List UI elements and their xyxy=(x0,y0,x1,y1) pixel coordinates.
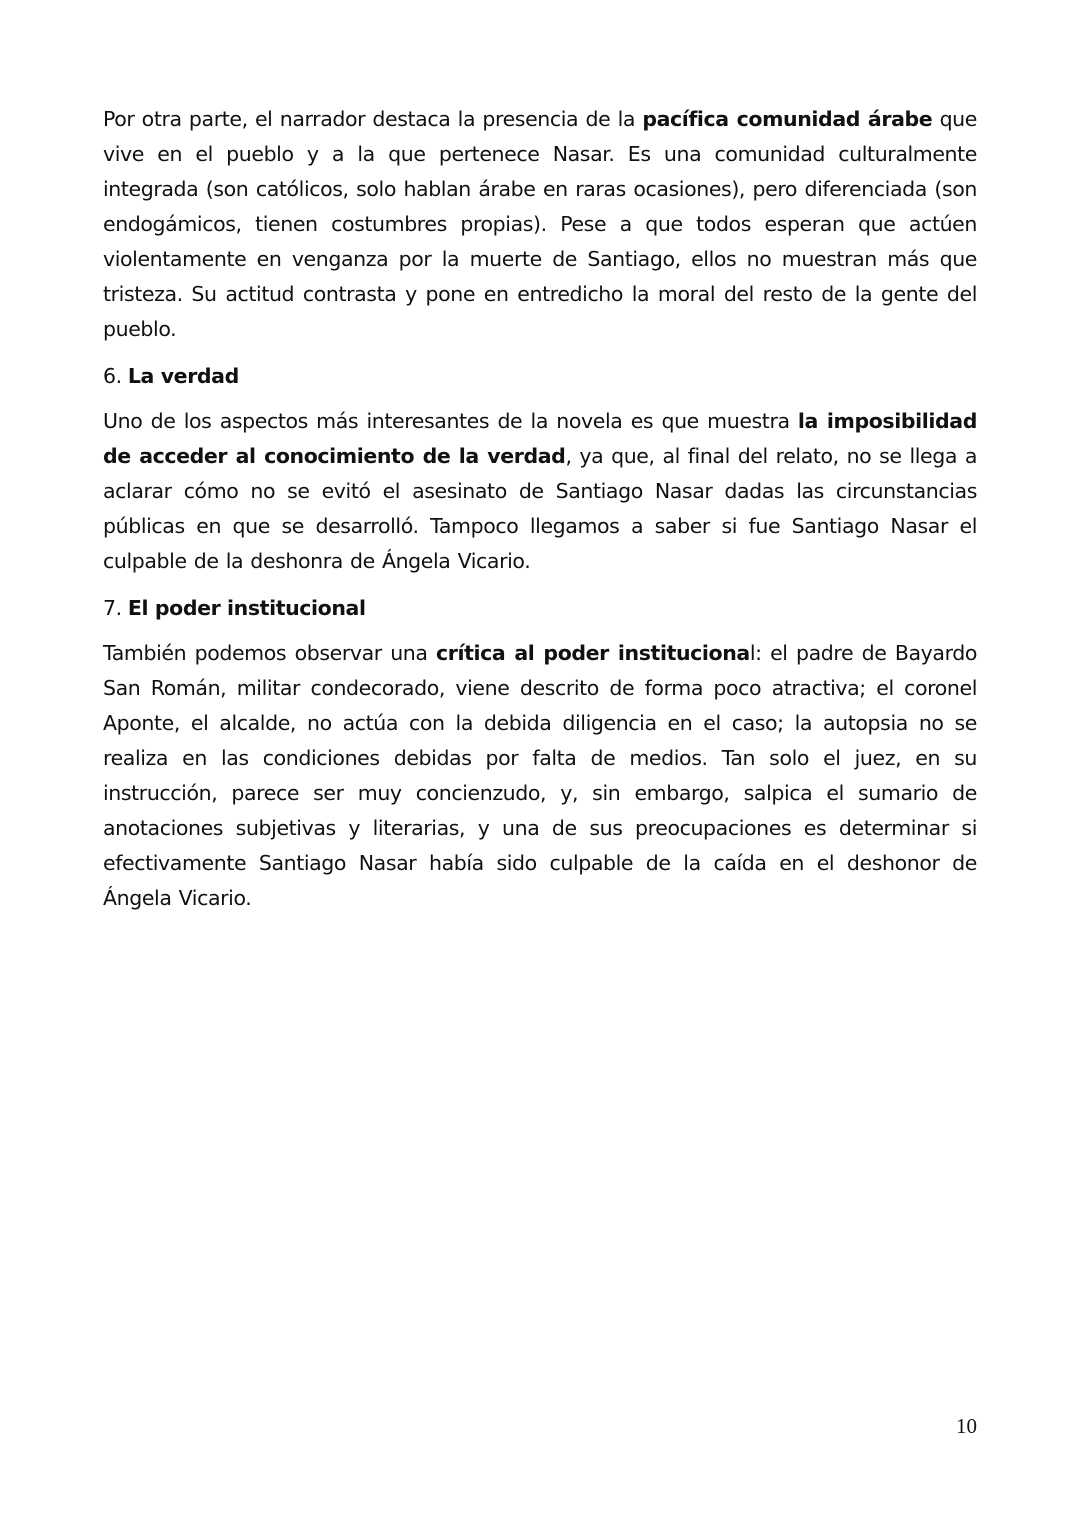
paragraph-text: , ya que, al final del relato, no se llega a aclarar cómo no se evitó el asesinato de Santiago Nasar dadas las circunstancias públicas en que se desarrolló. Tampoco llegamos a saber si fue Santiago Nasar el culpable de la deshonra de Ángela Vicario. xyxy=(103,444,978,573)
section-6-heading xyxy=(103,359,977,394)
page-number: 10 xyxy=(956,1414,977,1438)
section-title: La verdad xyxy=(127,364,239,388)
paragraph-text: Por otra parte, el narrador destaca la presencia de la xyxy=(103,107,643,131)
paragraph-text: Uno de los aspectos más interesantes de la novela es que muestra xyxy=(103,409,798,433)
section-7-paragraph xyxy=(103,636,977,916)
paragraph-bold-text: la imposibilidad de acceder al conocimiento de la verdad xyxy=(103,409,977,468)
section-7-heading xyxy=(103,591,977,626)
section-title: El poder institucional xyxy=(127,596,366,620)
paragraph-text: También podemos observar una xyxy=(103,641,436,665)
section-number: 7. xyxy=(103,596,122,620)
paragraph-arab-community xyxy=(103,102,977,347)
paragraph-bold-text: pacífica comunidad árabe xyxy=(642,107,933,131)
page-content xyxy=(103,102,977,928)
paragraph-bold-text: crítica al poder instituciona xyxy=(435,641,750,665)
section-number: 6. xyxy=(103,364,122,388)
section-6-paragraph xyxy=(103,404,977,579)
paragraph-text: l: el padre de Bayardo San Román, militar condecorado, viene descrito de forma poco atractiva; el coronel Aponte, el alcalde, no actúa con la debida diligencia en el caso; la autopsia no se realiza en las condiciones debidas por falta de medios. Tan solo el juez, en su instrucción, parece ser muy concienzudo, y, sin embargo, salpica el sumario de anotaciones subjetivas y literarias, y una de sus preocupaciones es determinar si efectivamente Santiago Nasar había sido culpable de la caída en el deshonor de Ángela Vicario. xyxy=(103,641,978,910)
paragraph-text: que vive en el pueblo y a la que pertenece Nasar. Es una comunidad culturalmente integrada (son católicos, solo hablan árabe en raras ocasiones), pero diferenciada (son endogámicos, tienen costumbres propias). Pese a que todos esperan que actúen violentamente en venganza por la muerte de Santiago, ellos no muestran más que tristeza. Su actitud contrasta y pone en entredicho la moral del resto de la gente del pueblo. xyxy=(103,107,977,341)
